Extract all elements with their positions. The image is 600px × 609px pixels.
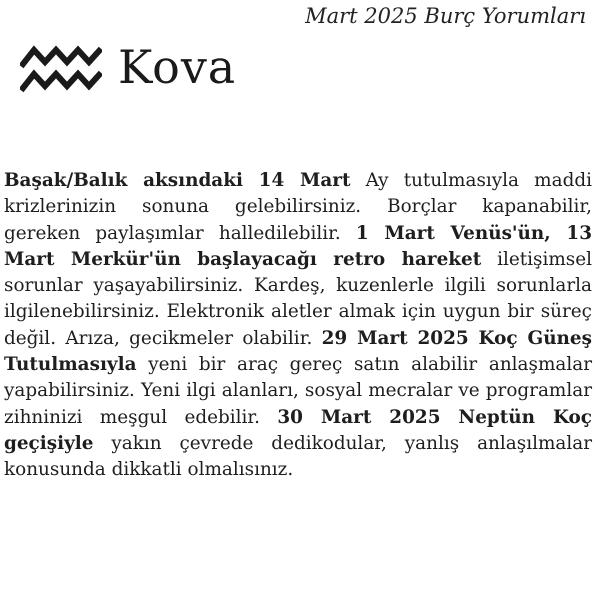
text-segment-3: yeni bir araç gereç satın alabilir anlaşmalar yapabilirsiniz. Yeni ilgi alanları, sosyal mecralar ve programlar zihninizi meşgul edebilir. [4, 354, 592, 428]
highlight-solar-eclipse-29-march: 29 Mart 2025 Koç Güneş Tutulmasıyla [4, 327, 592, 376]
text-segment-2: iletişimsel sorunlar yaşayabilirsiniz. Kardeş, kuzenlerle ilgili sorunlarla ilgilenebilirsiniz. Elektronik aletler almak için uygun bir süreç değil. Arıza, gecikmeler olabilir. [4, 248, 592, 349]
highlight-neptune-30-march: 30 Mart 2025 Neptün Koç geçişiyle [4, 406, 592, 454]
highlight-eclipse-14-march: Başak/Balık aksındaki 14 Mart [4, 170, 351, 191]
page-title: Mart 2025 Burç Yorumları [305, 4, 586, 28]
text-segment-4: yakın çevrede dedikodular, yanlış anlaşılmalar konusunda dikkatli olmalısınız. [4, 432, 592, 481]
aquarius-icon [20, 38, 102, 96]
sign-name: Kova [118, 40, 237, 94]
highlight-retro-motion: 1 Mart Venüs'ün, 13 Mart Merkür'ün başlayacağı retro hareket [4, 222, 592, 270]
horoscope-text [4, 168, 592, 484]
text-segment-1: Ay tutulmasıyla maddi krizlerinizin sonuna gelebilirsiniz. Borçlar kapanabilir, gereken paylaşımlar halledilebilir. [4, 170, 593, 244]
sign-header [20, 32, 236, 102]
